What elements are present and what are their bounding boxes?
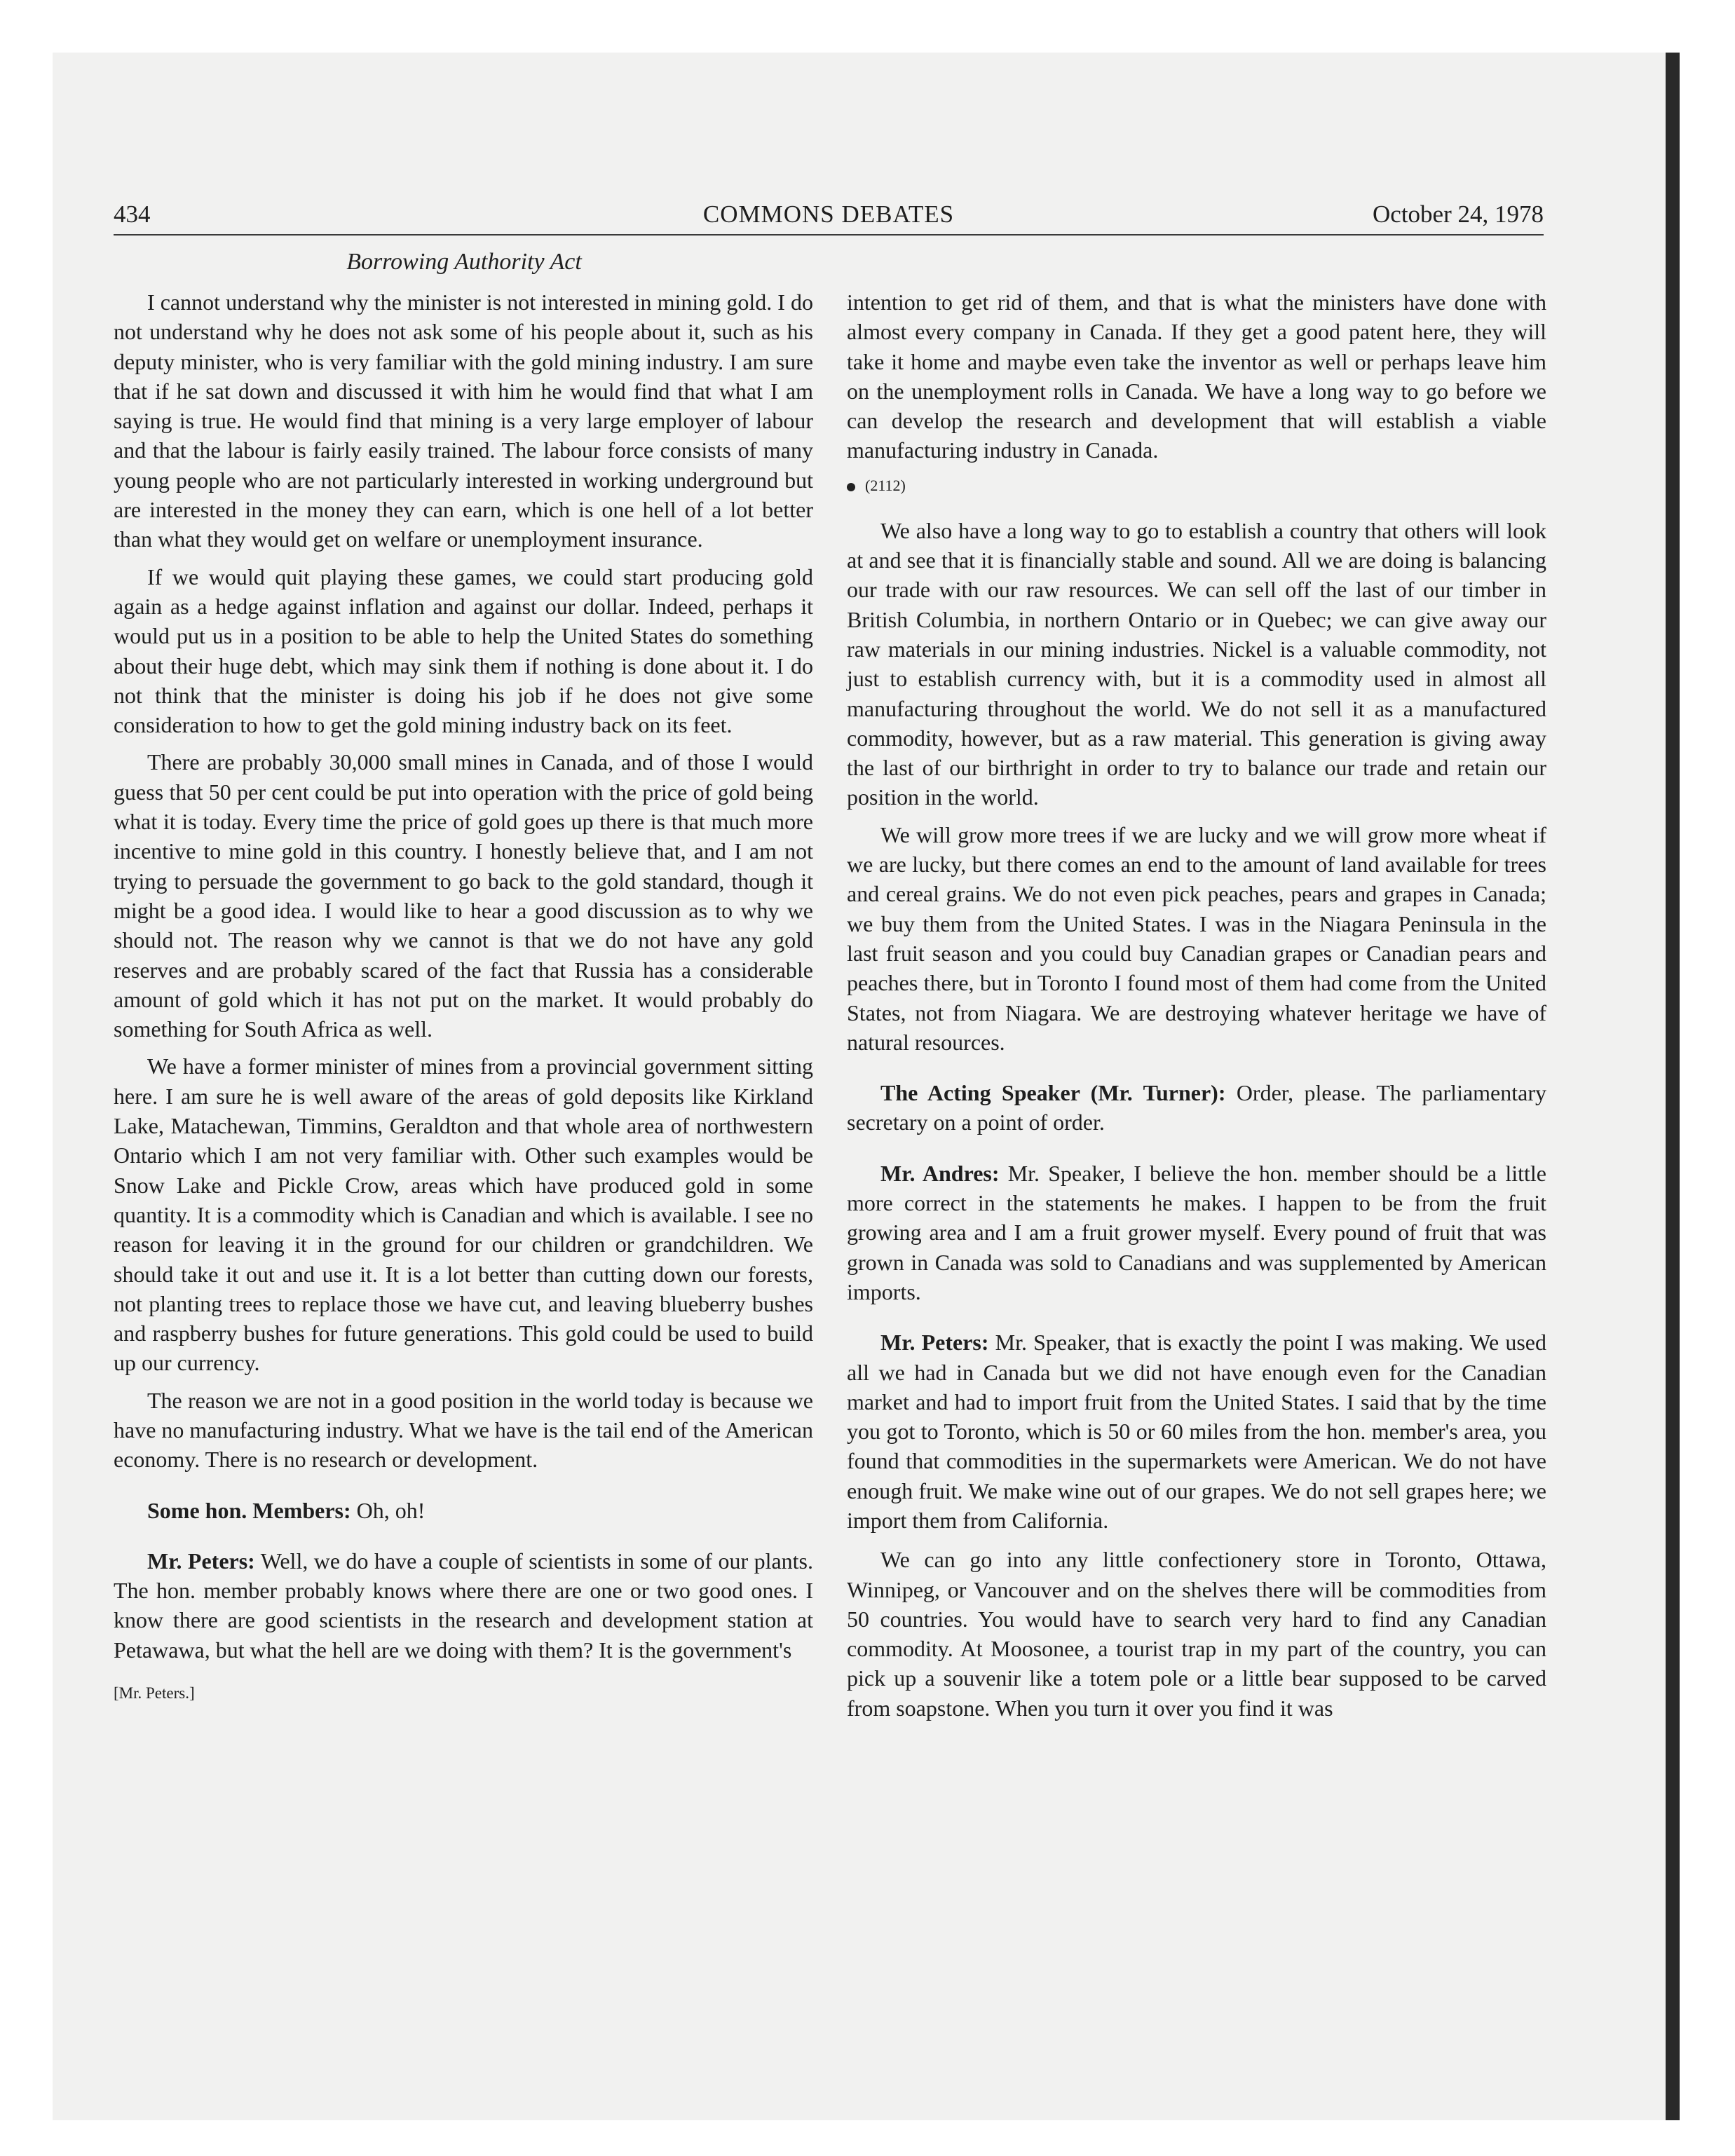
- speech-paragraph: [847, 1078, 1546, 1138]
- paragraph: I cannot understand why the minister is not interested in mining gold. I do not understand why he does not ask some of his people about it, such as his deputy minister, who is very familiar with the gold mining industry. I am sure that if he sat down and discussed it with him he would find that what I am saying is true. He would find that mining is a very large employer of labour and that the labour is fairly easily trained. The labour force consists of many young people who are not particularly interested in working underground but are interested in the money they can earn, which is one hell of a lot better than what they would get on welfare or unemployment insurance.: [114, 289, 813, 552]
- paragraph: We can go into any little confectionery store in Toronto, Ottawa, Winnipeg, or Vancouver and on the shelves there will be commodities from 50 countries. You would have to search very hard to find any Canadian commodity. At Moosonee, a tourist trap in my part of the country, you can pick up a souvenir like a totem pole or a little bear supposed to be carved from soapstone. When you turn it over you find it was: [847, 1547, 1546, 1721]
- speaker-name: Mr. Peters:: [147, 1548, 255, 1574]
- paragraph: If we would quit playing these games, we could start producing gold again as a hedge against inflation and against our dollar. Indeed, perhaps it would put us in a position to be able to help the United States do something about their huge debt, which may sink them if nothing is done about it. I do not think that the minister is doing his job if he does not give some consideration to how to get the gold mining industry back on its feet.: [114, 564, 813, 738]
- speech-paragraph: [847, 1159, 1546, 1306]
- speaker-name: The Acting Speaker (Mr. Turner):: [880, 1080, 1226, 1106]
- speaker-footnote: [Mr. Peters.]: [114, 1684, 195, 1703]
- speech-text: Well, we do have a couple of scientists in some of our plants. The hon. member probably knows where there are one or two good ones. I know there are good scientists in the research and development station at Petawawa, but what the hell are we doing with them? It is the government's: [114, 1548, 814, 1663]
- paragraph: We have a former minister of mines from a provincial government sitting here. I am sure he is well aware of the areas of gold deposits like Kirkland Lake, Matachewan, Timmins, Geraldton and that whole area of northwestern Ontario which I am not very familiar with. Other such examples would be Snow Lake and Pickle Crow, areas which have produced gold in some quantity. It is a commodity which is Canadian and which is available. I see no reason for leaving it in the ground for our children or grandchildren. We should take it out and use it. It is a lot better than cutting down our forests, not planting trees to replace those we have cut, and leaving blueberry bushes and raspberry bushes for future generations. This gold could be used to build up our currency.: [114, 1053, 813, 1376]
- speaker-name: Mr. Peters:: [880, 1330, 989, 1356]
- running-title: Borrowing Authority Act: [346, 249, 582, 275]
- speech-text: Mr. Speaker, that is exactly the point I was making. We used all we had in Canada but we did not have enough even for the Canadian market and had to import fruit from the United States. I said that by the time you got to Toronto, which is 50 or 60 miles from the hon. member's area, you found that commodities in the supermarkets were American. We do not have enough fruit. We make wine out of our grapes. We do not sell grapes here; we import them from California.: [847, 1330, 1547, 1533]
- paragraph: intention to get rid of them, and that is what the ministers have done with almost every company in Canada. If they get a good patent here, they will take it home and maybe even take the inventor as well or perhaps leave him on the unemployment rolls in Canada. We have a long way to go before we can develop the research and development that will establish a viable manufacturing industry in Canada.: [847, 289, 1546, 463]
- speech-text: Mr. Speaker, I believe the hon. member should be a little more correct in the statements he makes. I happen to be from the fruit growing area and I am a fruit grower myself. Every pound of fruit that was grown in Canada was sold to Canadians and was supplemented by American imports.: [847, 1160, 1547, 1304]
- right-column: [847, 287, 1546, 1731]
- speech-text: Order, please. The parliamentary secretary on a point of order.: [847, 1080, 1546, 1135]
- speech-paragraph: [114, 1496, 813, 1525]
- left-column: [114, 287, 813, 1704]
- page-number: 434: [114, 200, 151, 228]
- time-marker-text: (2112): [865, 476, 906, 494]
- speaker-name: Mr. Andres:: [880, 1160, 1000, 1186]
- paragraph: There are probably 30,000 small mines in Canada, and of those I would guess that 50 per cent could be put into operation with the price of gold being what it is today. Every time the price of gold goes up there is that much more incentive to mine gold in this country. I honestly believe that, and I am not trying to persuade the government to go back to the gold standard, though it might be a good idea. I would like to hear a good discussion as to why we should not. The reason why we cannot is that we do not have any gold reserves and are probably scared of the fact that Russia has a considerable amount of gold which it has not put on the market. It would probably do something for South Africa as well.: [114, 749, 813, 1042]
- speech-paragraph: [114, 1546, 813, 1665]
- header-rule: [114, 234, 1544, 236]
- speech-paragraph: [847, 1328, 1546, 1535]
- paragraph: We also have a long way to go to establish a country that others will look at and see that it is financially stable and sound. All we are doing is balancing our trade with our raw resources. We can sell off the last of our timber in British Columbia, in northern Ontario or in Quebec; we can give away our raw materials in our mining industries. Nickel is a valuable commodity, not just to establish currency with, but it is a commodity used in almost all manufacturing throughout the world. We do not sell it as a manufactured commodity, however, but as a raw material. This generation is giving away the last of our birthright in order to try to balance our trade and retain our position in the world.: [847, 517, 1546, 810]
- time-marker: [847, 475, 1546, 496]
- page-header: [114, 195, 1544, 234]
- speech-text: Oh, oh!: [351, 1497, 426, 1523]
- speaker-name: Some hon. Members:: [147, 1497, 351, 1523]
- paragraph: The reason we are not in a good position in the world today is because we have no manufacturing industry. What we have is the tail end of the American economy. There is no research or development.: [114, 1387, 813, 1473]
- publication-date: October 24, 1978: [1373, 200, 1544, 228]
- binding-edge: [1666, 53, 1680, 2120]
- bullet-icon: [847, 483, 855, 491]
- paragraph: We will grow more trees if we are lucky and we will grow more wheat if we are lucky, but there comes an end to the amount of land available for trees and cereal grains. We do not even pick peaches, pears and grapes in Canada; we buy them from the United States. I was in the Niagara Peninsula in the last fruit season and you could buy Canadian grapes or Canadian pears and peaches there, but in Toronto I found most of them had come from the United States, not from Niagara. We are destroying whatever heritage we have of natural resources.: [847, 821, 1546, 1055]
- publication-title: COMMONS DEBATES: [702, 200, 955, 228]
